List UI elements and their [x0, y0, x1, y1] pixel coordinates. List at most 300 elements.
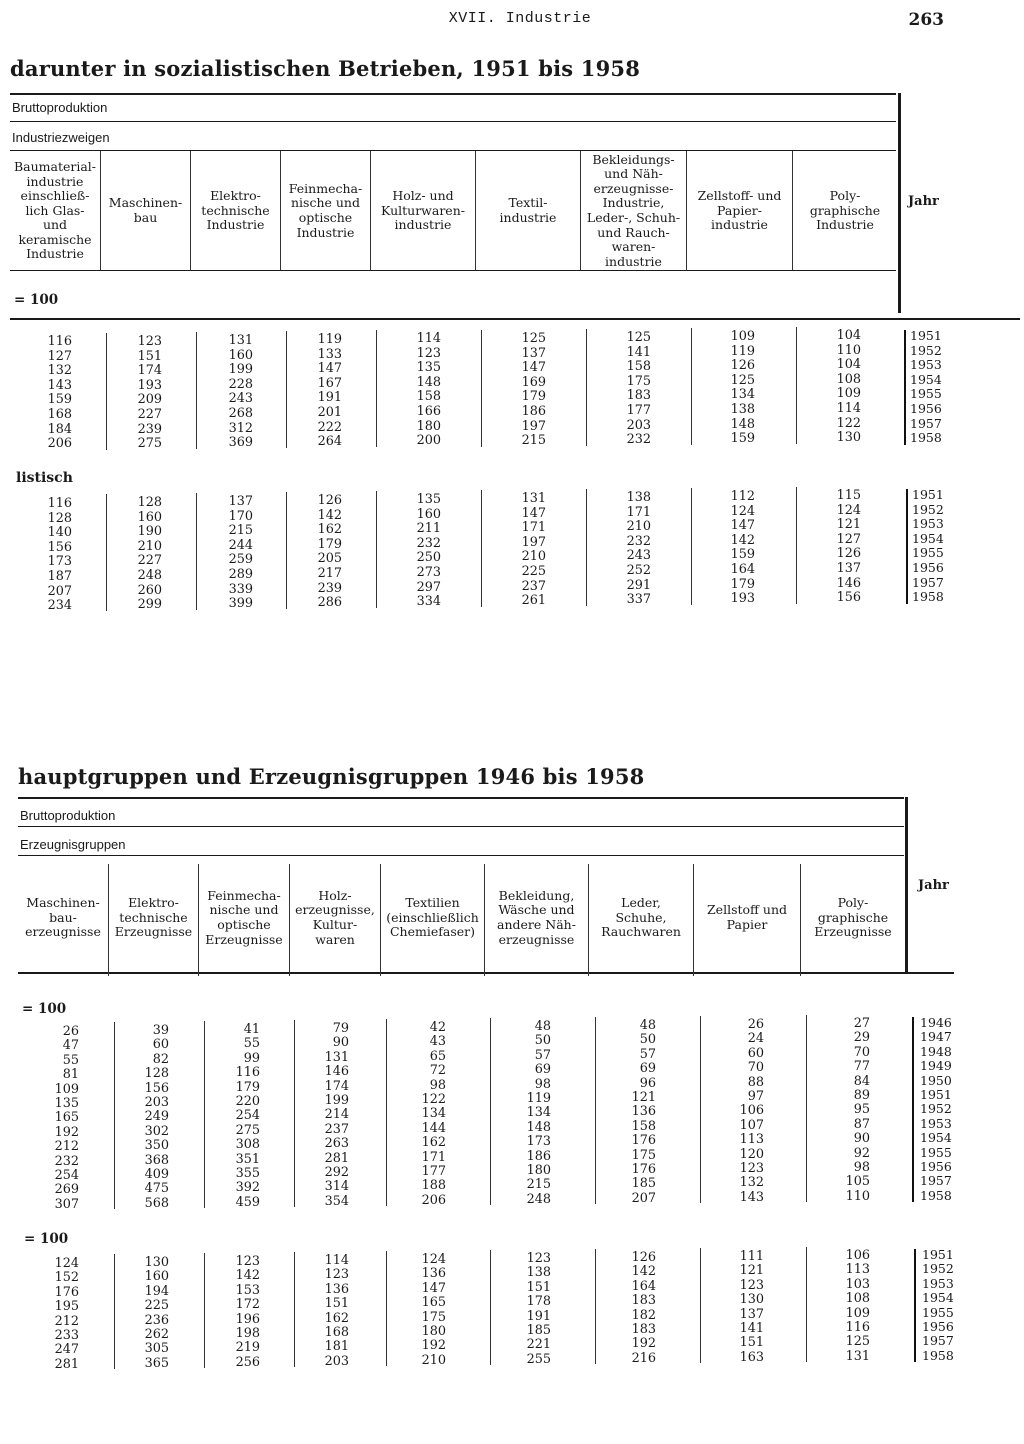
column-rule — [106, 494, 107, 611]
table-cell: 369 — [228, 435, 253, 451]
year-cell: 1952 — [912, 501, 944, 517]
table-cell: 87 — [853, 1116, 870, 1132]
table-cell: 160 — [416, 506, 441, 522]
table-cell: 138 — [626, 490, 651, 505]
table-cell: 130 — [144, 1255, 169, 1270]
year-rule — [914, 1249, 916, 1362]
table-cell: 123 — [235, 1254, 260, 1269]
year-cell: 1951 — [922, 1247, 954, 1262]
table-cell: 128 — [47, 510, 72, 526]
table-cell: 70 — [747, 1060, 764, 1076]
table-cell: 98 — [429, 1077, 446, 1093]
table-cell: 143 — [47, 377, 72, 393]
table-cell: 210 — [521, 549, 546, 565]
column-rule — [586, 329, 587, 446]
table-cell: 232 — [626, 432, 651, 448]
table-cell: 122 — [836, 415, 861, 431]
table-cell: 209 — [137, 392, 162, 408]
table-cell: 206 — [47, 436, 72, 452]
column-rule — [286, 492, 287, 609]
table-cell: 142 — [730, 532, 755, 548]
table-cell: 147 — [421, 1280, 446, 1296]
table-cell: 55 — [62, 1052, 79, 1068]
table-cell: 312 — [228, 420, 253, 436]
column-rule — [114, 1254, 115, 1369]
year-cell: 1953 — [912, 516, 944, 532]
table-cell: 136 — [631, 1104, 656, 1120]
table-cell: 146 — [836, 575, 861, 591]
table-cell: 162 — [317, 522, 342, 538]
table-cell: 146 — [324, 1064, 349, 1080]
table-cell: 237 — [521, 578, 546, 594]
table-cell: 156 — [144, 1080, 169, 1096]
year-cell: 1958 — [910, 430, 942, 446]
table-cell: 136 — [324, 1281, 349, 1297]
table-cell: 180 — [421, 1324, 446, 1339]
table2-title: hauptgruppen und Erzeugnisgruppen 1946 bis 1958 — [18, 764, 645, 789]
table-cell: 248 — [137, 568, 162, 583]
table-cell: 156 — [47, 539, 72, 555]
table-cell: 113 — [739, 1132, 764, 1148]
column-rule — [806, 1015, 807, 1202]
year-cell: 1954 — [910, 371, 942, 387]
table-cell: 269 — [54, 1182, 79, 1198]
table-cell: 89 — [853, 1088, 870, 1103]
t2-col-elektro: Elektro- technische Erzeugnisse — [114, 895, 193, 940]
table-cell: 193 — [137, 377, 162, 393]
table-cell: 249 — [144, 1109, 169, 1125]
table-cell: 260 — [137, 582, 162, 598]
year-cell: 1953 — [920, 1115, 952, 1131]
table-cell: 237 — [324, 1121, 349, 1137]
table-cell: 368 — [144, 1152, 169, 1168]
table-cell: 120 — [739, 1146, 764, 1162]
table-cell: 354 — [324, 1193, 349, 1209]
column-rule — [386, 1251, 387, 1366]
table-cell: 175 — [421, 1309, 446, 1325]
table-cell: 143 — [739, 1189, 764, 1205]
table-cell: 131 — [521, 491, 546, 506]
table-cell: 147 — [521, 505, 546, 521]
table-cell: 110 — [836, 342, 861, 358]
table-cell: 135 — [54, 1096, 79, 1111]
table-cell: 179 — [235, 1079, 260, 1095]
table-cell: 134 — [730, 387, 755, 403]
year-cell: 1946 — [920, 1015, 952, 1030]
table-cell: 254 — [235, 1108, 260, 1124]
table-cell: 137 — [228, 494, 253, 509]
table1-top-rule — [10, 93, 896, 95]
table-cell: 175 — [626, 373, 651, 389]
table-cell: 126 — [730, 358, 755, 374]
t1-col-elektro: Elektro- technische Industrie — [201, 188, 270, 233]
t1-col-bekleidung: Bekleidungs- und Näh- erzeugnisse- Industrie, Leder-, Schuh- und Rauch- waren- industrie — [586, 151, 681, 269]
column-rule — [796, 487, 797, 604]
table-cell: 227 — [137, 553, 162, 569]
table-cell: 138 — [730, 402, 755, 417]
table-cell: 114 — [416, 331, 441, 346]
table2-year-divider — [905, 797, 908, 973]
table-cell: 72 — [429, 1063, 446, 1079]
table-cell: 142 — [235, 1268, 260, 1284]
table-cell: 568 — [144, 1195, 169, 1211]
table-cell: 135 — [416, 492, 441, 507]
table-cell: 275 — [137, 436, 162, 452]
year-cell: 1957 — [920, 1173, 952, 1189]
table-cell: 125 — [626, 330, 651, 345]
table-cell: 170 — [228, 508, 253, 524]
table-cell: 227 — [137, 407, 162, 422]
table-cell: 26 — [62, 1024, 79, 1039]
table-cell: 108 — [836, 371, 861, 387]
table-cell: 60 — [152, 1037, 169, 1053]
year-cell: 1953 — [910, 357, 942, 373]
table-cell: 334 — [416, 594, 441, 610]
table-cell: 192 — [631, 1336, 656, 1352]
table-cell: 216 — [631, 1350, 656, 1366]
table-cell: 243 — [626, 548, 651, 564]
table1-year-divider — [898, 93, 901, 313]
table-cell: 88 — [747, 1074, 764, 1090]
table-cell: 142 — [317, 507, 342, 523]
table-cell: 185 — [631, 1176, 656, 1192]
table-cell: 104 — [836, 357, 861, 373]
column-rule — [595, 1017, 596, 1204]
table-cell: 109 — [845, 1305, 870, 1321]
year-cell: 1958 — [920, 1187, 952, 1203]
table1-rule-4 — [10, 270, 896, 271]
table-cell: 187 — [47, 569, 72, 584]
table-cell: 233 — [54, 1328, 79, 1343]
table-cell: 123 — [416, 345, 441, 361]
table-cell: 123 — [739, 1161, 764, 1176]
table-cell: 156 — [836, 590, 861, 606]
table-cell: 255 — [526, 1351, 551, 1367]
table-cell: 122 — [421, 1092, 446, 1107]
year-cell: 1950 — [920, 1072, 952, 1088]
table-cell: 299 — [137, 597, 162, 613]
table-cell: 200 — [416, 433, 441, 449]
table2-rule-3 — [18, 855, 904, 856]
table-cell: 79 — [332, 1021, 349, 1036]
running-head: XVII. Industrie — [448, 10, 592, 27]
table-cell: 128 — [144, 1066, 169, 1082]
table-cell: 158 — [626, 359, 651, 375]
table-cell: 107 — [739, 1117, 764, 1133]
column-rule — [595, 1249, 596, 1364]
t2-col-textilien: Textilien (einschließlich Chemiefaser) — [386, 895, 479, 940]
table-cell: 350 — [144, 1138, 169, 1154]
table-cell: 131 — [845, 1348, 870, 1364]
table-cell: 176 — [631, 1133, 656, 1149]
table-cell: 138 — [526, 1265, 551, 1281]
table-cell: 261 — [521, 593, 546, 609]
table-cell: 99 — [243, 1050, 260, 1066]
table-cell: 210 — [421, 1352, 446, 1368]
year-cell: 1954 — [922, 1290, 954, 1306]
column-rule — [490, 1018, 491, 1205]
table-cell: 110 — [845, 1188, 870, 1204]
table-cell: 199 — [228, 362, 253, 378]
table-cell: 203 — [144, 1095, 169, 1110]
table-cell: 55 — [243, 1036, 260, 1052]
table-cell: 159 — [730, 547, 755, 563]
table-cell: 194 — [144, 1283, 169, 1299]
table1-label-bruttoproduktion: Bruttoproduktion — [12, 100, 108, 115]
table-cell: 214 — [324, 1107, 349, 1123]
table-cell: 291 — [626, 577, 651, 593]
year-cell: 1955 — [910, 386, 942, 402]
table-cell: 136 — [421, 1266, 446, 1282]
table-cell: 60 — [747, 1045, 764, 1061]
table-cell: 399 — [228, 596, 253, 612]
table-cell: 203 — [324, 1353, 349, 1369]
table-cell: 225 — [144, 1298, 169, 1314]
year-cell: 1955 — [912, 545, 944, 561]
table-cell: 232 — [416, 535, 441, 551]
t2-col-bekleidung: Bekleidung, Wäsche und andere Näh- erzeugnisse — [497, 887, 576, 947]
table-cell: 174 — [137, 363, 162, 379]
table-cell: 43 — [429, 1034, 446, 1050]
t1-basis-label: = 100 — [14, 292, 59, 308]
table-cell: 126 — [836, 546, 861, 562]
table-cell: 147 — [317, 361, 342, 377]
table-cell: 178 — [526, 1294, 551, 1310]
table-cell: 225 — [521, 564, 546, 579]
table-cell: 180 — [526, 1163, 551, 1178]
table-cell: 97 — [747, 1089, 764, 1104]
table-cell: 305 — [144, 1341, 169, 1357]
table-cell: 192 — [421, 1338, 446, 1354]
table-cell: 151 — [324, 1296, 349, 1312]
table-cell: 172 — [235, 1297, 260, 1313]
table-cell: 351 — [235, 1151, 260, 1167]
table-cell: 109 — [836, 386, 861, 402]
table-cell: 215 — [228, 523, 253, 539]
year-cell: 1956 — [910, 401, 942, 416]
table-cell: 81 — [62, 1067, 79, 1083]
column-rule — [196, 332, 197, 449]
table-cell: 151 — [526, 1279, 551, 1295]
table-cell: 125 — [730, 372, 755, 388]
table-cell: 147 — [521, 360, 546, 376]
t1-col-maschinenbau: Maschinen- bau — [108, 195, 183, 225]
table2-rule-4 — [18, 972, 954, 974]
table-cell: 50 — [639, 1032, 656, 1048]
table-cell: 259 — [228, 552, 253, 568]
table-cell: 221 — [526, 1337, 551, 1353]
table-cell: 95 — [853, 1102, 870, 1118]
table-cell: 141 — [739, 1321, 764, 1336]
table-cell: 114 — [324, 1253, 349, 1268]
table-cell: 475 — [144, 1181, 169, 1197]
column-rule — [286, 331, 287, 448]
table-cell: 132 — [739, 1175, 764, 1191]
table-cell: 297 — [416, 579, 441, 595]
table-cell: 160 — [144, 1269, 169, 1285]
table-cell: 65 — [429, 1048, 446, 1064]
column-rule — [490, 1250, 491, 1365]
column-rule — [806, 1247, 807, 1362]
table-cell: 106 — [845, 1248, 870, 1263]
column-rule — [204, 1021, 205, 1208]
table-cell: 111 — [739, 1249, 764, 1264]
table-cell: 48 — [534, 1019, 551, 1034]
year-cell: 1957 — [912, 574, 944, 590]
table-cell: 256 — [235, 1354, 260, 1370]
table-cell: 127 — [836, 531, 861, 547]
table-cell: 337 — [626, 592, 651, 608]
table-cell: 289 — [228, 567, 253, 582]
year-cell: 1953 — [922, 1275, 954, 1291]
column-rule — [796, 327, 797, 444]
table-cell: 159 — [47, 392, 72, 408]
table-cell: 127 — [47, 348, 72, 364]
table-cell: 197 — [521, 418, 546, 434]
table-cell: 70 — [853, 1044, 870, 1060]
year-cell: 1957 — [922, 1333, 954, 1349]
table-cell: 105 — [845, 1174, 870, 1190]
table-cell: 168 — [324, 1325, 349, 1340]
table-cell: 131 — [228, 333, 253, 348]
table-cell: 203 — [626, 417, 651, 433]
table-cell: 262 — [144, 1327, 169, 1342]
table2-rule-2 — [18, 826, 904, 827]
table-cell: 192 — [54, 1124, 79, 1140]
table-cell: 141 — [626, 344, 651, 360]
year-cell: 1952 — [910, 342, 942, 358]
table-cell: 254 — [54, 1168, 79, 1183]
table-cell: 148 — [730, 416, 755, 432]
table-cell: 263 — [324, 1136, 349, 1152]
table-cell: 252 — [626, 563, 651, 578]
table-cell: 232 — [626, 533, 651, 549]
year-cell: 1951 — [920, 1087, 952, 1102]
table-cell: 48 — [639, 1018, 656, 1033]
table-cell: 234 — [47, 598, 72, 614]
table-cell: 98 — [853, 1160, 870, 1175]
year-cell: 1948 — [920, 1043, 952, 1059]
table-cell: 179 — [730, 576, 755, 592]
table-cell: 183 — [626, 388, 651, 404]
table-cell: 169 — [521, 374, 546, 390]
table-cell: 307 — [54, 1196, 79, 1212]
table-cell: 164 — [631, 1278, 656, 1294]
table-cell: 236 — [144, 1312, 169, 1328]
table-cell: 114 — [836, 401, 861, 416]
table-cell: 134 — [421, 1106, 446, 1122]
table-cell: 84 — [853, 1073, 870, 1089]
table-cell: 160 — [228, 347, 253, 363]
table-cell: 142 — [631, 1264, 656, 1280]
year-cell: 1958 — [912, 589, 944, 605]
table-cell: 98 — [534, 1076, 551, 1092]
table-cell: 119 — [526, 1091, 551, 1106]
table-cell: 215 — [526, 1177, 551, 1193]
table-cell: 57 — [639, 1046, 656, 1062]
table-cell: 177 — [421, 1164, 446, 1179]
table-cell: 106 — [739, 1103, 764, 1119]
table-cell: 175 — [631, 1147, 656, 1163]
table-cell: 160 — [137, 509, 162, 525]
year-cell: 1949 — [920, 1058, 952, 1074]
column-rule — [691, 328, 692, 445]
table-cell: 69 — [534, 1062, 551, 1078]
table-cell: 116 — [47, 496, 72, 511]
table-cell: 186 — [526, 1148, 551, 1164]
table-cell: 121 — [631, 1090, 656, 1105]
table-cell: 116 — [235, 1065, 260, 1081]
table-cell: 193 — [730, 591, 755, 607]
t1-section2-label: listisch — [16, 470, 73, 486]
table-cell: 125 — [521, 331, 546, 346]
t1-col-jahr: Jahr — [908, 194, 939, 209]
table-cell: 162 — [324, 1310, 349, 1326]
year-cell: 1956 — [912, 560, 944, 575]
table-cell: 201 — [317, 405, 342, 420]
table-cell: 131 — [324, 1049, 349, 1065]
table-cell: 179 — [521, 389, 546, 405]
year-cell: 1951 — [912, 487, 944, 502]
t2-basis-label-2: = 100 — [24, 1231, 69, 1247]
table-cell: 137 — [836, 561, 861, 576]
table-cell: 355 — [235, 1166, 260, 1181]
table-cell: 244 — [228, 537, 253, 553]
table-cell: 130 — [836, 430, 861, 446]
table-cell: 365 — [144, 1355, 169, 1371]
table-cell: 57 — [534, 1047, 551, 1063]
table-cell: 199 — [324, 1093, 349, 1108]
table-cell: 184 — [47, 421, 72, 437]
column-rule — [114, 1022, 115, 1209]
table-cell: 165 — [421, 1295, 446, 1311]
table-cell: 112 — [730, 489, 755, 504]
table-cell: 132 — [47, 363, 72, 379]
table-cell: 69 — [639, 1061, 656, 1077]
table-cell: 144 — [421, 1120, 446, 1136]
table-cell: 152 — [54, 1270, 79, 1286]
column-rule — [376, 330, 377, 447]
table-cell: 459 — [235, 1194, 260, 1210]
table-cell: 211 — [416, 521, 441, 537]
table-cell: 198 — [235, 1326, 260, 1341]
column-rule — [376, 491, 377, 608]
table-cell: 162 — [421, 1135, 446, 1151]
table-cell: 147 — [730, 518, 755, 534]
column-rule — [691, 488, 692, 605]
table-cell: 191 — [526, 1308, 551, 1324]
column-rule — [481, 330, 482, 447]
table-cell: 124 — [421, 1252, 446, 1267]
year-cell: 1952 — [920, 1101, 952, 1117]
table-cell: 183 — [631, 1293, 656, 1309]
table-cell: 77 — [853, 1059, 870, 1075]
column-rule — [294, 1020, 295, 1207]
table-cell: 116 — [47, 334, 72, 349]
table-cell: 177 — [626, 403, 651, 418]
table-cell: 126 — [631, 1250, 656, 1265]
table-cell: 183 — [631, 1322, 656, 1337]
table-cell: 232 — [54, 1153, 79, 1169]
t1-col-feinmech: Feinmecha- nische und optische Industrie — [288, 180, 363, 240]
table-cell: 134 — [526, 1105, 551, 1121]
table-cell: 148 — [526, 1119, 551, 1135]
t1-col-polygraph: Poly- graphische Industrie — [809, 188, 881, 233]
table-cell: 137 — [739, 1306, 764, 1322]
table-cell: 281 — [54, 1356, 79, 1372]
table-cell: 222 — [317, 419, 342, 435]
table-cell: 165 — [54, 1110, 79, 1126]
